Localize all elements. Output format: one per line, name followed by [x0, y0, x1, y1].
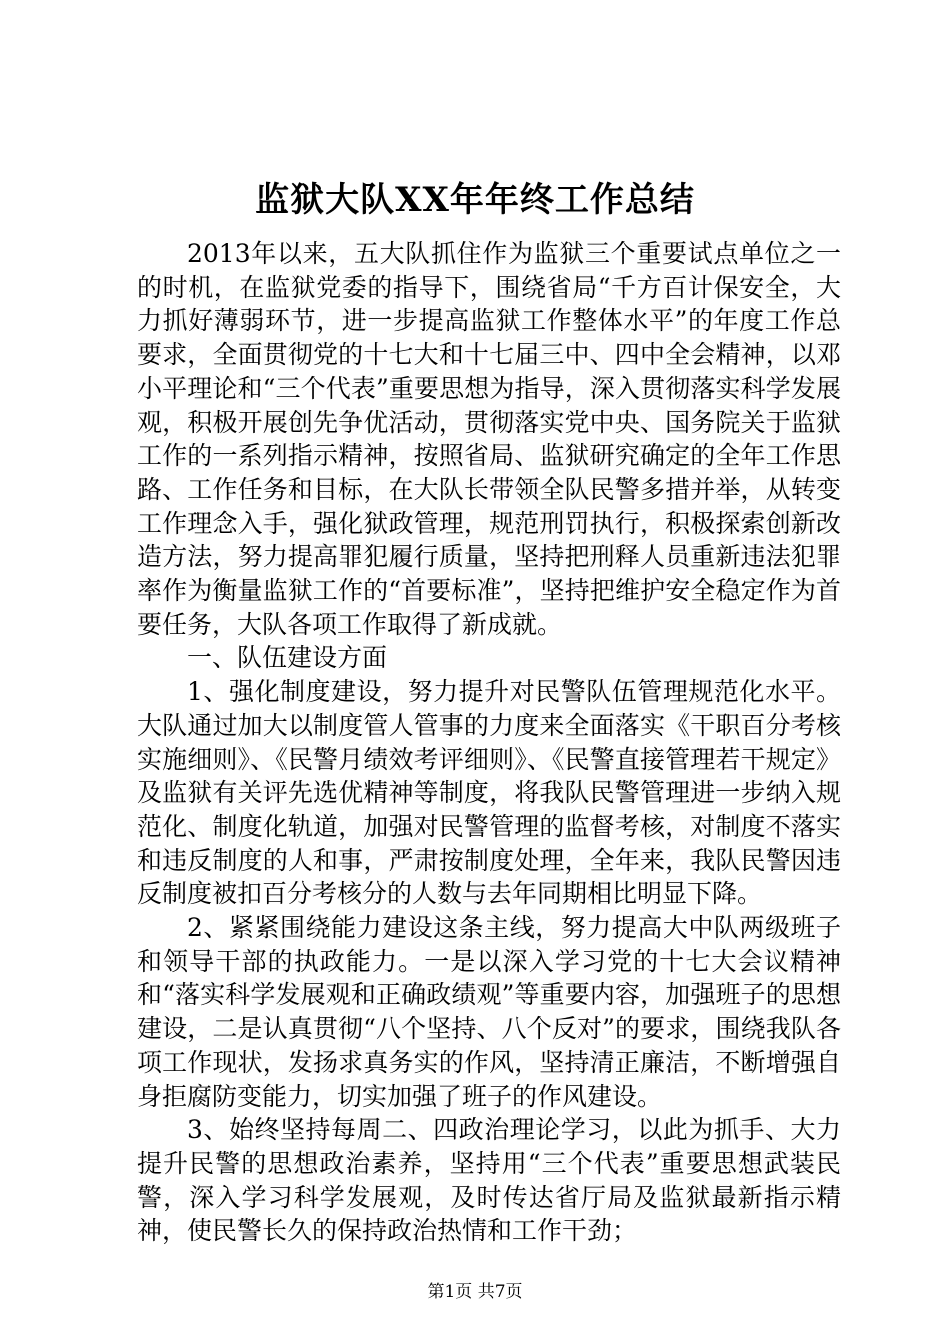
intro-paragraph: 2013年以来，五大队抓住作为监狱三个重要试点单位之一的时机，在监狱党委的指导下，围绕省局“千方百计保安全，大力抓好薄弱环节，进一步提高监狱工作整体水平”的年度工作总要求，全面贯彻党的十七大和十七届三中、四中全会精神，以邓小平理论和“三个代表”重要思想为指导，深入贯彻落实科学发展观，积极开展创先争优活动，贯彻落实党中央、国务院关于监狱工作的一系列指示精神，按照省局、监狱研究确定的全年工作思路、工作任务和目标，在大队长带领全队民警多措并举，从转变工作理念入手，强化狱政管理，规范刑罚执行，积极探索创新改造方法，努力提高罪犯履行质量，坚持把刑释人员重新违法犯罪率作为衡量监狱工作的“首要标准”，坚持把维护安全稳定作为首要任务，大队各项工作取得了新成就。 — [137, 239, 841, 639]
paragraph-item-3: 3、始终坚持每周二、四政治理论学习，以此为抓手、大力提升民警的思想政治素养，坚持用“三个代表”重要思想武装民警，深入学习科学发展观，及时传达省厅局及监狱最新指示精神，使民警长久的保持政治热情和工作干劲； — [137, 1115, 841, 1246]
page-footer: 第1页 共7页 — [427, 1282, 523, 1302]
paragraph-item-2: 2、紧紧围绕能力建设这条主线，努力提高大中队两级班子和领导干部的执政能力。一是以深入学习党的十七大会议精神和“落实科学发展观和正确政绩观”等重要内容，加强班子的思想建设，二是认真贯彻“八个坚持、八个反对”的要求，围绕我队各项工作现状，发扬求真务实的作风，坚持清正廉洁，不断增强自身拒腐防变能力，切实加强了班子的作风建设。 — [137, 913, 841, 1111]
document-body — [137, 237, 841, 1248]
document-title: 监狱大队XX年年终工作总结 — [255, 180, 695, 220]
section-heading-team-building: 一、队伍建设方面 — [187, 643, 388, 673]
paragraph-item-1: 1、强化制度建设，努力提升对民警队伍管理规范化水平。大队通过加大以制度管人管事的力度来全面落实《干职百分考核实施细则》、《民警月绩效考评细则》、《民警直接管理若干规定》及监狱有关评先选优精神等制度，将我队民警管理进一步纳入规范化、制度化轨道，加强对民警管理的监督考核，对制度不落实和违反制度的人和事，严肃按制度处理，全年来，我队民警因违反制度被扣百分考核分的人数与去年同期相比明显下降。 — [137, 677, 841, 909]
